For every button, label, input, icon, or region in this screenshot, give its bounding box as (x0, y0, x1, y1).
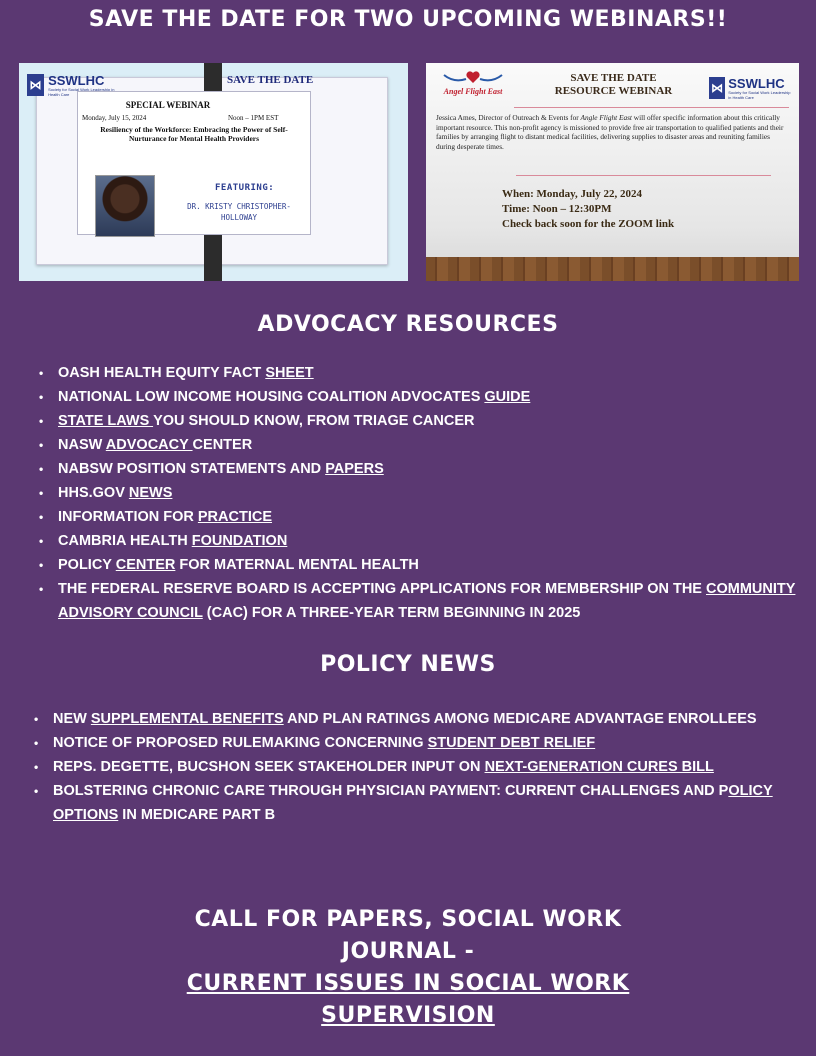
divider (516, 175, 771, 176)
list-item: • HHS.GOV NEWS (58, 481, 803, 505)
webinar-date: Monday, July 15, 2024 (82, 114, 147, 122)
list-item: • REPS. DEGETTE, BUCSHON SEEK STAKEHOLDER INPUT ON NEXT-GENERATION CURES BILL (53, 755, 798, 779)
journal-link[interactable]: SUPERVISION (321, 1003, 495, 1028)
webinar-subtitle: Resiliency of the Workforce: Embracing the Power of Self-Nurturance for Mental Health Providers (100, 125, 288, 143)
resource-link[interactable]: NEWS (128, 485, 173, 501)
sswlhc-logo: ⋈ SSWLHC Society for Social Work Leadership in Health Care (709, 75, 794, 101)
wings-icon (442, 73, 504, 83)
list-item: • POLICY CENTER FOR MATERNAL MENTAL HEALTH (58, 553, 803, 577)
speaker-name: DR. KRISTY CHRISTOPHER-HOLLOWAY (187, 202, 291, 222)
save-the-date-label: SAVE THE DATE (227, 74, 314, 86)
resource-link[interactable]: GUIDE (484, 389, 531, 405)
special-webinar-flyer[interactable] (19, 63, 408, 281)
resource-link[interactable]: STATE LAWS (58, 413, 154, 429)
policy-news-list (53, 707, 798, 827)
resource-link[interactable]: CENTER (115, 557, 176, 573)
angel-flight-east-logo: Angel Flight East (438, 69, 508, 103)
list-item: • INFORMATION FOR PRACTICE (58, 505, 803, 529)
special-webinar-label: SPECIAL WEBINAR (125, 100, 211, 110)
list-item: • NEW SUPPLEMENTAL BENEFITS AND PLAN RATINGS AMONG MEDICARE ADVANTAGE ENROLLEES (53, 707, 798, 731)
list-item: • NOTICE OF PROPOSED RULEMAKING CONCERNING STUDENT DEBT RELIEF (53, 731, 798, 755)
divider (514, 107, 789, 108)
list-item: • STATE LAWS YOU SHOULD KNOW, FROM TRIAGE CANCER (58, 409, 803, 433)
speaker-photo (95, 175, 155, 237)
webinar-time: Noon – 1PM EST (228, 114, 279, 122)
news-link[interactable]: NEXT-GENERATION CURES BILL (484, 759, 714, 775)
news-link[interactable]: STUDENT DEBT RELIEF (427, 735, 596, 751)
page-title: SAVE THE DATE FOR TWO UPCOMING WEBINARS!! (88, 7, 728, 32)
resource-link[interactable]: SHEET (265, 365, 314, 381)
list-item: • BOLSTERING CHRONIC CARE THROUGH PHYSICIAN PAYMENT: CURRENT CHALLENGES AND POLICY OPTIONS IN MEDICARE PART B (53, 779, 798, 827)
news-link[interactable]: SUPPLEMENTAL BENEFITS (90, 711, 284, 727)
list-item: • NABSW POSITION STATEMENTS AND PAPERS (58, 457, 803, 481)
list-item: • NATIONAL LOW INCOME HOUSING COALITION ADVOCATES GUIDE (58, 385, 803, 409)
resource-link[interactable]: PAPERS (325, 461, 384, 477)
advocacy-list (58, 361, 803, 625)
advocacy-heading: ADVOCACY RESOURCES (257, 312, 559, 337)
sswlhc-logo-icon: ⋈ (27, 74, 44, 96)
resource-webinar-flyer[interactable] (426, 63, 799, 281)
resource-webinar-title: SAVE THE DATE RESOURCE WEBINAR (554, 72, 673, 97)
list-item: • CAMBRIA HEALTH FOUNDATION (58, 529, 803, 553)
webinar-description: Jessica Ames, Director of Outreach & Events for Angle Flight East will offer specific information about this critically important resource. This non-profit agency is missioned to provide free air transportation to qualified patients and their families by arranging flight to distant medical facilities, delivering supplies to disaster areas and reuniting families during desperate times. (436, 113, 784, 151)
list-item: • THE FEDERAL RESERVE BOARD IS ACCEPTING APPLICATIONS FOR MEMBERSHIP ON THE COMMUNITY ADVISORY COUNCIL (CAC) FOR A THREE-YEAR TERM BEGINNING IN 2025 (58, 577, 803, 625)
list-item: • NASW ADVOCACY CENTER (58, 433, 803, 457)
resource-link[interactable]: COMMUNITY ADVISORY COUNCIL (58, 581, 796, 621)
webinar-schedule: When: Monday, July 22, 2024 Time: Noon – 12:30PM Check back soon for the ZOOM link (502, 188, 675, 230)
sswlhc-logo: ⋈ SSWLHC Society for Social Work Leadership in Health Care (27, 71, 117, 99)
resource-link[interactable]: ADVOCACY (105, 437, 193, 453)
policy-news-heading: POLICY NEWS (320, 652, 496, 677)
sswlhc-logo-icon: ⋈ (709, 77, 725, 99)
news-link[interactable]: OLICY OPTIONS (53, 783, 773, 823)
wood-floor (426, 257, 799, 281)
journal-link[interactable]: CURRENT ISSUES IN SOCIAL WORK (186, 971, 630, 996)
featuring-label: FEATURING: (215, 183, 275, 193)
resource-link[interactable]: FOUNDATION (191, 533, 288, 549)
call-for-papers: CALL FOR PAPERS, SOCIAL WORK JOURNAL - CURRENT ISSUES IN SOCIAL WORK SUPERVISION (0, 904, 816, 1032)
list-item: • OASH HEALTH EQUITY FACT SHEET (58, 361, 803, 385)
resource-link[interactable]: PRACTICE (197, 509, 273, 525)
